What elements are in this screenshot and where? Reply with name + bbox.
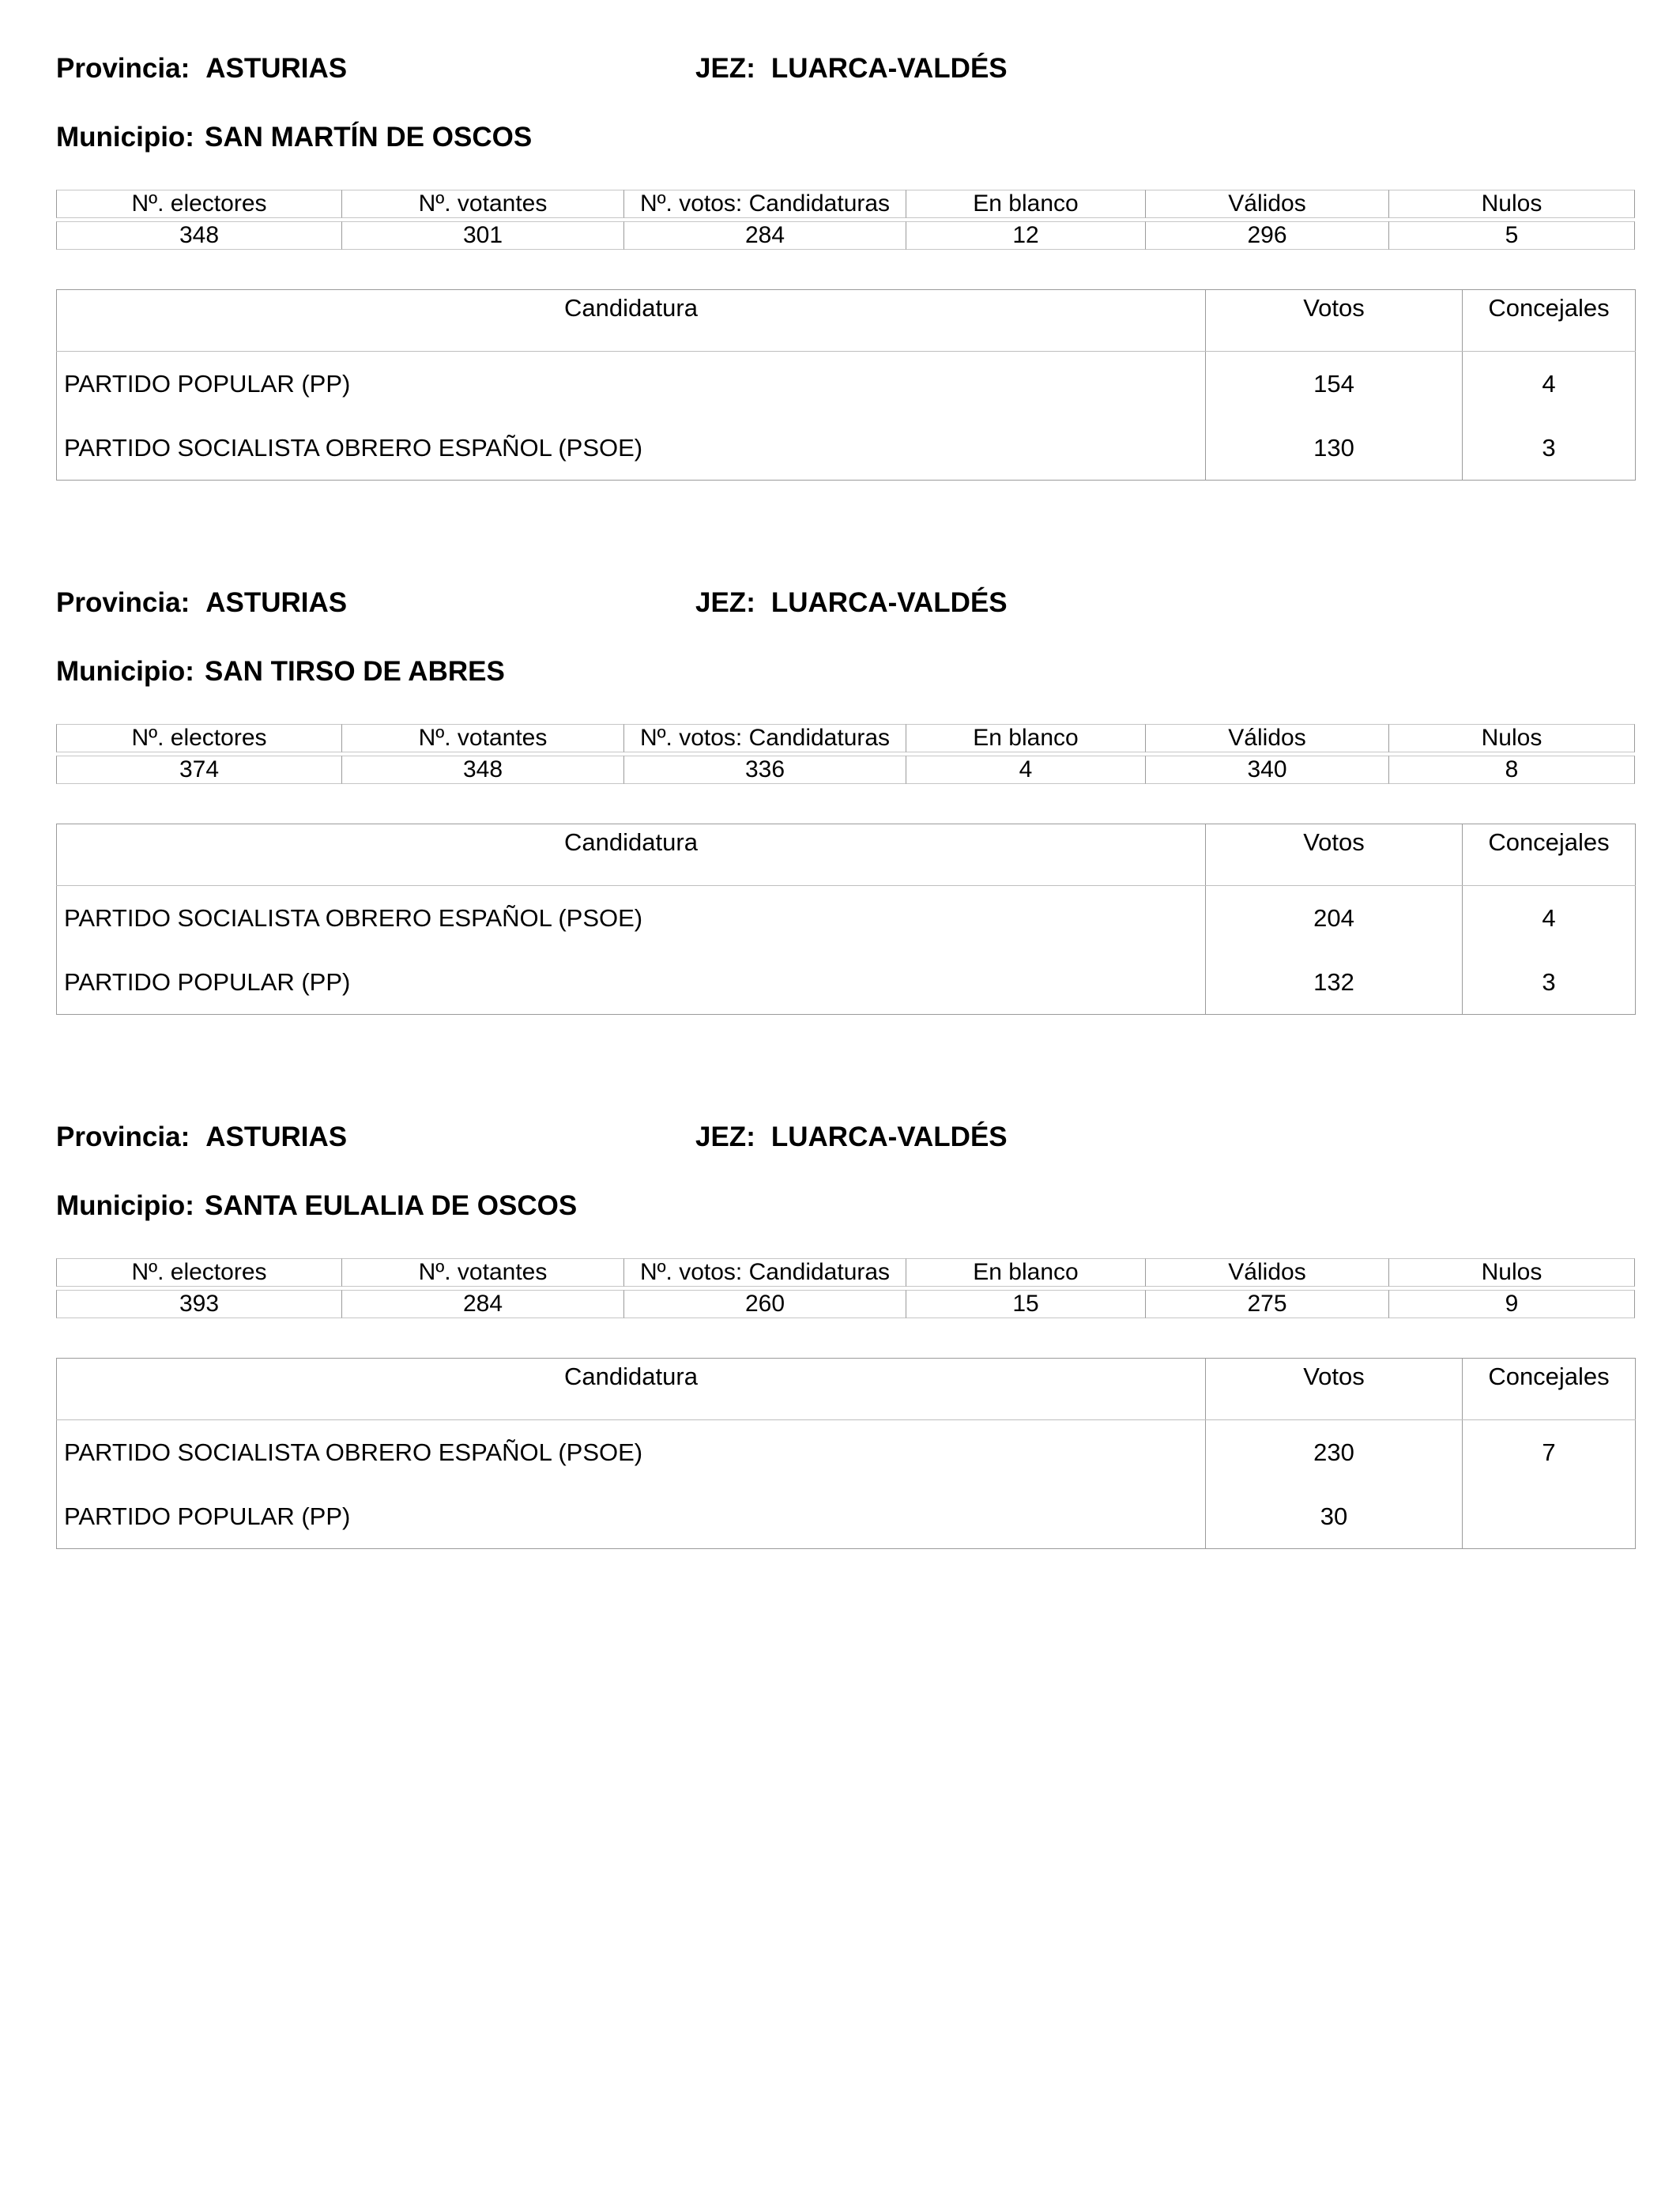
stats-header-cell: Nº. votantes <box>341 724 623 752</box>
results-header-cell: Votos <box>1206 824 1463 886</box>
stats-header-cell: Nº. electores <box>56 724 341 752</box>
stats-value-cell: 284 <box>341 1290 623 1318</box>
stats-header-cell: Nº. votantes <box>341 190 623 218</box>
results-header-row <box>57 290 1636 352</box>
results-header-cell: Candidatura <box>57 1359 1206 1420</box>
table-row <box>57 950 1636 1015</box>
candidatura-cell: PARTIDO POPULAR (PP) <box>64 369 351 398</box>
results-header-cell: Concejales <box>1463 824 1636 886</box>
candidatura-cell: PARTIDO POPULAR (PP) <box>64 1502 351 1530</box>
stats-header-cell: Nulos <box>1388 724 1635 752</box>
municipio-header-row <box>56 121 1635 154</box>
stats-value-cell: 4 <box>906 756 1145 784</box>
summary-table <box>56 721 1635 787</box>
province-header-row <box>56 1121 1635 1154</box>
votos-cell: 204 <box>1206 886 1463 951</box>
stats-header-cell: Nº. votos: Candidaturas <box>623 190 906 218</box>
jez-block <box>695 1121 1008 1159</box>
table-row <box>57 1484 1636 1549</box>
jez-label: JEZ: <box>695 1122 755 1152</box>
results-table <box>56 1358 1636 1549</box>
stats-value-cell: 393 <box>56 1290 341 1318</box>
stats-value-cell: 374 <box>56 756 341 784</box>
stats-value-cell: 260 <box>623 1290 906 1318</box>
municipio-value: SANTA EULALIA DE OSCOS <box>204 1190 578 1221</box>
province-header-row <box>56 586 1635 620</box>
stats-header-cell: Nº. votos: Candidaturas <box>623 1258 906 1287</box>
stats-header-cell: Nº. electores <box>56 1258 341 1287</box>
summary-header-row <box>56 190 1635 218</box>
stats-value-cell: 15 <box>906 1290 1145 1318</box>
table-row <box>57 1420 1636 1485</box>
jez-label: JEZ: <box>695 53 755 84</box>
results-header-cell: Candidatura <box>57 290 1206 352</box>
results-table <box>56 824 1636 1015</box>
stats-header-cell: Nº. electores <box>56 190 341 218</box>
provincia-label: Provincia: <box>56 587 190 618</box>
provincia-label: Provincia: <box>56 53 190 84</box>
stats-value-cell: 340 <box>1145 756 1388 784</box>
stats-value-cell: 284 <box>623 221 906 250</box>
municipio-value: SAN MARTÍN DE OSCOS <box>204 122 533 153</box>
stats-header-cell: Válidos <box>1145 190 1388 218</box>
summary-values-row <box>56 756 1635 784</box>
provincia-value: ASTURIAS <box>205 1122 348 1152</box>
provincia-label: Provincia: <box>56 1122 190 1152</box>
candidatura-cell: PARTIDO POPULAR (PP) <box>64 967 351 996</box>
stats-header-cell: En blanco <box>906 1258 1145 1287</box>
stats-header-cell: Nulos <box>1388 1258 1635 1287</box>
results-header-row <box>57 1359 1636 1420</box>
candidatura-cell: PARTIDO SOCIALISTA OBRERO ESPAÑOL (PSOE) <box>64 903 643 932</box>
stats-value-cell: 8 <box>1388 756 1635 784</box>
results-header-row <box>57 824 1636 886</box>
summary-values-row <box>56 221 1635 250</box>
summary-values-row <box>56 1290 1635 1318</box>
jez-label: JEZ: <box>695 587 755 618</box>
jez-value: LUARCA-VALDÉS <box>770 53 1008 84</box>
municipio-header-row <box>56 655 1635 688</box>
stats-value-cell: 348 <box>56 221 341 250</box>
municipality-report-3 <box>56 1121 1635 1549</box>
table-row <box>57 886 1636 951</box>
concejales-cell <box>1463 1484 1636 1549</box>
stats-value-cell: 9 <box>1388 1290 1635 1318</box>
summary-header-row <box>56 1258 1635 1287</box>
votos-cell: 130 <box>1206 416 1463 481</box>
municipality-report-1 <box>56 52 1635 481</box>
municipio-label: Municipio: <box>56 122 194 153</box>
jez-block <box>695 52 1008 91</box>
results-header-cell: Votos <box>1206 1359 1463 1420</box>
jez-block <box>695 586 1008 625</box>
province-header-row <box>56 52 1635 85</box>
municipio-value: SAN TIRSO DE ABRES <box>204 656 505 687</box>
stats-header-cell: Válidos <box>1145 724 1388 752</box>
concejales-cell: 3 <box>1463 950 1636 1015</box>
municipality-report-2 <box>56 586 1635 1015</box>
stats-header-cell: Nº. votantes <box>341 1258 623 1287</box>
stats-value-cell: 5 <box>1388 221 1635 250</box>
results-table <box>56 289 1636 481</box>
candidatura-cell: PARTIDO SOCIALISTA OBRERO ESPAÑOL (PSOE) <box>64 433 643 462</box>
jez-value: LUARCA-VALDÉS <box>770 1122 1008 1152</box>
jez-value: LUARCA-VALDÉS <box>770 587 1008 618</box>
votos-cell: 132 <box>1206 950 1463 1015</box>
summary-table <box>56 1255 1635 1321</box>
municipio-header-row <box>56 1189 1635 1223</box>
table-row <box>57 416 1636 481</box>
concejales-cell: 4 <box>1463 886 1636 951</box>
results-header-cell: Concejales <box>1463 1359 1636 1420</box>
votos-cell: 230 <box>1206 1420 1463 1485</box>
table-row <box>57 352 1636 417</box>
summary-table <box>56 187 1635 253</box>
provincia-value: ASTURIAS <box>205 53 348 84</box>
municipio-label: Municipio: <box>56 656 194 687</box>
concejales-cell: 4 <box>1463 352 1636 417</box>
candidatura-cell: PARTIDO SOCIALISTA OBRERO ESPAÑOL (PSOE) <box>64 1438 643 1466</box>
municipio-label: Municipio: <box>56 1190 194 1221</box>
stats-header-cell: Nulos <box>1388 190 1635 218</box>
provincia-value: ASTURIAS <box>205 587 348 618</box>
stats-header-cell: Válidos <box>1145 1258 1388 1287</box>
concejales-cell: 7 <box>1463 1420 1636 1485</box>
votos-cell: 30 <box>1206 1484 1463 1549</box>
results-header-cell: Votos <box>1206 290 1463 352</box>
stats-value-cell: 348 <box>341 756 623 784</box>
results-header-cell: Concejales <box>1463 290 1636 352</box>
results-header-cell: Candidatura <box>57 824 1206 886</box>
summary-header-row <box>56 724 1635 752</box>
stats-header-cell: En blanco <box>906 190 1145 218</box>
votos-cell: 154 <box>1206 352 1463 417</box>
stats-header-cell: En blanco <box>906 724 1145 752</box>
stats-header-cell: Nº. votos: Candidaturas <box>623 724 906 752</box>
stats-value-cell: 296 <box>1145 221 1388 250</box>
concejales-cell: 3 <box>1463 416 1636 481</box>
stats-value-cell: 336 <box>623 756 906 784</box>
stats-value-cell: 12 <box>906 221 1145 250</box>
stats-value-cell: 301 <box>341 221 623 250</box>
stats-value-cell: 275 <box>1145 1290 1388 1318</box>
